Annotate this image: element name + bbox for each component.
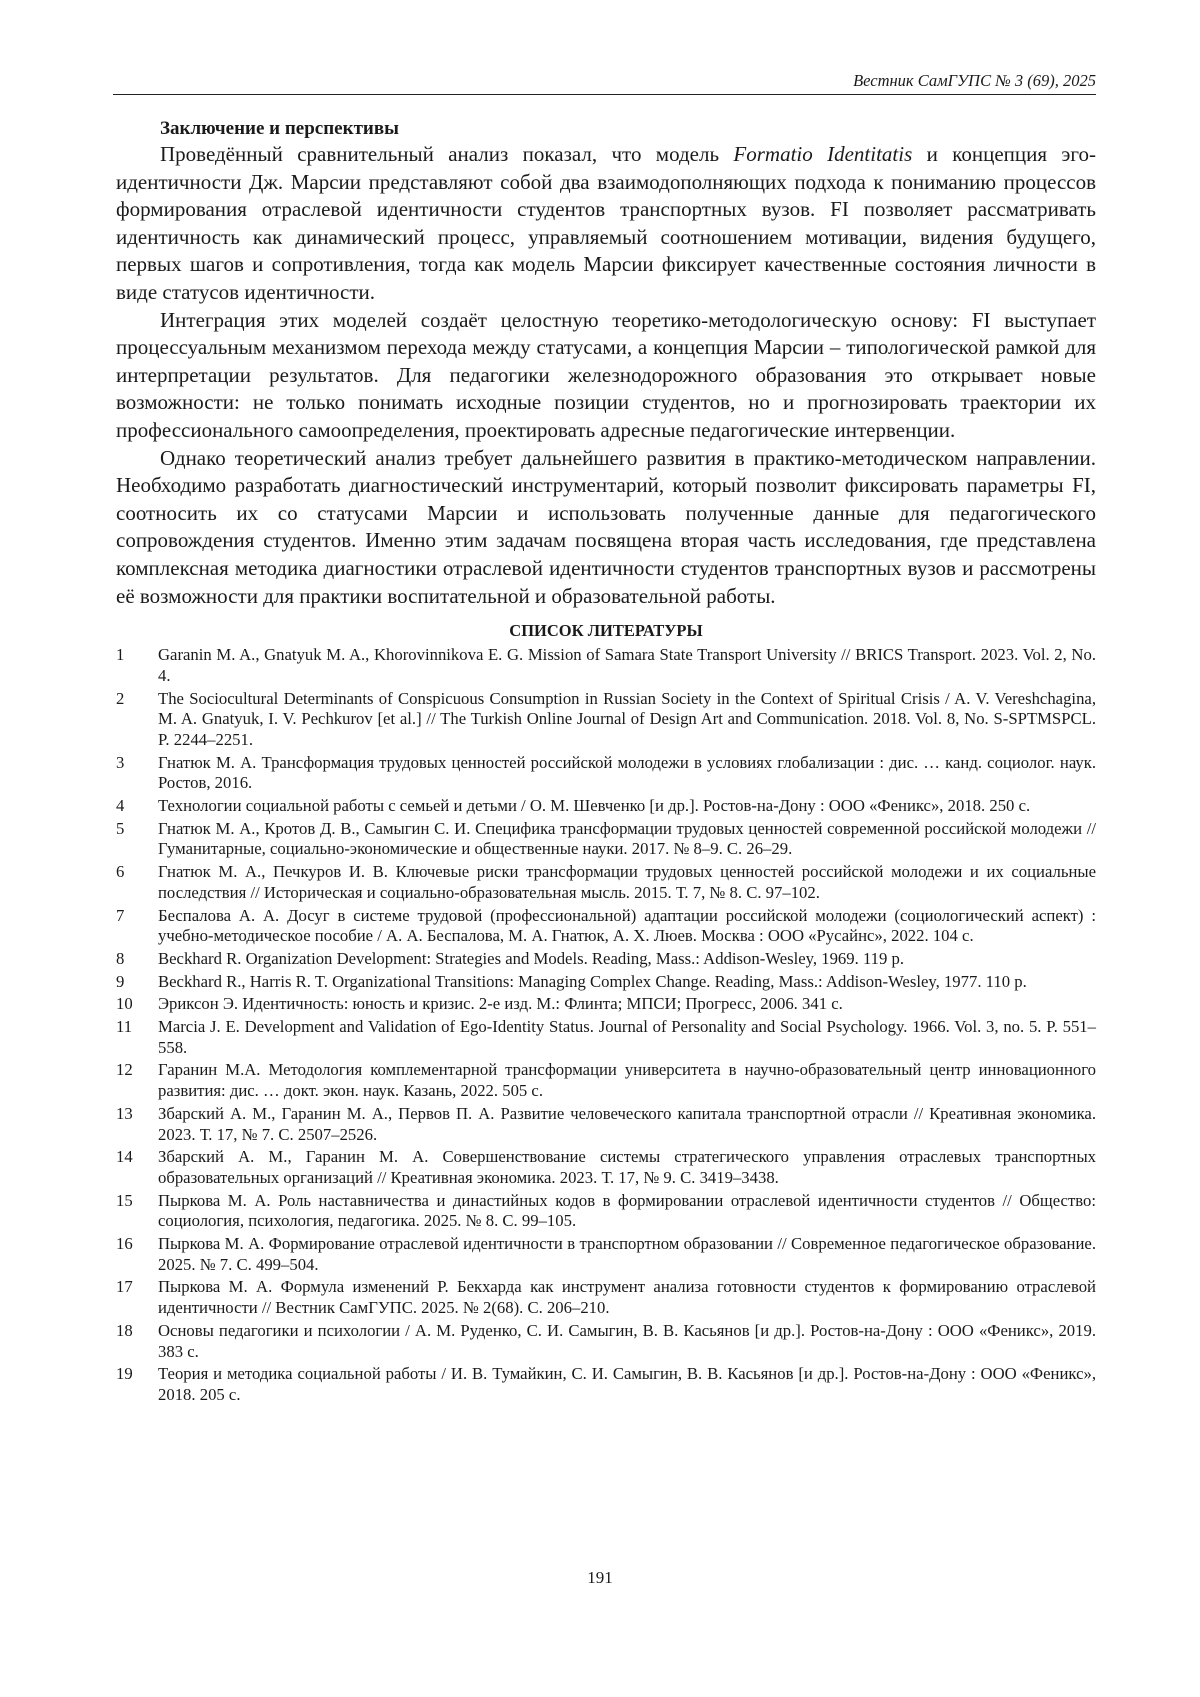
reference-number: 19 [116, 1364, 133, 1384]
reference-item [116, 1191, 1096, 1232]
reference-text: Garanin M. A., Gnatyuk M. A., Khorovinnikova E. G. Mission of Samara State Transport University // BRICS Transport. 2023. Vol. 2, No. 4. [158, 645, 1096, 685]
reference-text: Беспалова А. А. Досуг в системе трудовой (профессиональной) адаптации российской молодежи (социологический аспект) : учебно-методическое пособие / А. А. Беспалова, М. А. Гнатюк, А. Х. Люев. Москва : ООО «Русайнс», 2022. 104 с. [158, 905, 1096, 946]
reference-item [116, 906, 1096, 947]
reference-text: Эриксон Э. Идентичность: юность и кризис. 2-е изд. М.: Флинта; МПСИ; Прогресс, 2006. 341 с. [158, 994, 843, 1014]
reference-text: Beckhard R. Organization Development: Strategies and Models. Reading, Mass.: Addison-Wesley, 1969. 119 p. [158, 948, 905, 968]
reference-item [116, 1234, 1096, 1275]
reference-item [116, 972, 1096, 993]
reference-number: 14 [116, 1147, 133, 1167]
reference-item [116, 1364, 1096, 1405]
paragraph [116, 141, 1096, 307]
reference-number: 10 [116, 994, 133, 1014]
reference-text: Гнатюк М. А., Печкуров И. В. Ключевые риски трансформации трудовых ценностей российской молодежи и их социальные последствия // Историческая и социально-образовательная мысль. 2015. Т. 7, № 8. С. 97–102. [158, 862, 1096, 902]
model-name-italic: Formatio Identitatis [733, 142, 913, 166]
reference-item [116, 689, 1096, 751]
reference-number: 6 [116, 862, 125, 882]
reference-item [116, 1277, 1096, 1318]
reference-item [116, 1147, 1096, 1188]
references-list [116, 645, 1096, 1406]
reference-number: 2 [116, 688, 125, 708]
reference-number: 17 [116, 1277, 133, 1297]
reference-number: 11 [116, 1017, 133, 1037]
article-body [116, 116, 1096, 1408]
running-header: Вестник СамГУПС № 3 (69), 2025 [113, 70, 1096, 95]
reference-text: Гнатюк М. А. Трансформация трудовых ценностей российской молодежи в условиях глобализации : дис. … канд. социолог. наук. Ростов, 2016. [158, 752, 1096, 793]
references-heading: СПИСОК ЛИТЕРАТУРЫ [509, 621, 703, 641]
reference-text: Пыркова М. А. Формула изменений Р. Бекхарда как инструмент анализа готовности студентов к формированию отраслевой идентичности // Вестник СамГУПС. 2025. № 2(68). С. 206–210. [158, 1277, 1096, 1318]
reference-text: Технологии социальной работы с семьей и детьми / О. М. Шевченко [и др.]. Ростов-на-Дону : ООО «Феникс», 2018. 250 с. [158, 796, 1031, 816]
reference-text: Пыркова М. А. Роль наставничества и династийных кодов в формировании отраслевой идентичности студентов // Общество: социология, психология, педагогика. 2025. № 8. С. 99–105. [158, 1190, 1096, 1231]
reference-number: 8 [116, 948, 125, 968]
paragraph: Однако теоретический анализ требует дальнейшего развития в практико-методическом направлении. Необходимо разработать диагностический инструментарий, который позволит фиксировать параметры FI, соотносить их со статусами Марсии и использовать полученные данные для педагогического сопровождения студентов. Именно этим задачам посвящена вторая часть исследования, где представлена комплексная методика диагностики отраслевой идентичности студентов транспортных вузов и рассмотрены её возможности для практики воспитательной и образовательной работы. [116, 445, 1096, 608]
reference-number: 1 [116, 645, 125, 665]
reference-item [116, 753, 1096, 794]
reference-text: Теория и методика социальной работы / И. В. Тумайкин, С. И. Самыгин, В. В. Касьянов [и др.]. Ростов-на-Дону : ООО «Феникс», 2018. 205 с. [158, 1364, 1096, 1404]
reference-number: 5 [116, 818, 125, 838]
reference-item [116, 949, 1096, 970]
reference-text: Основы педагогики и психологии / А. М. Руденко, С. И. Самыгин, В. В. Касьянов [и др.]. Ростов-на-Дону : ООО «Феникс», 2019. 383 с. [158, 1320, 1096, 1361]
reference-text: Beckhard R., Harris R. T. Organizational Transitions: Managing Complex Change. Reading, Mass.: Addison-Wesley, 1977. 110 p. [158, 971, 1027, 991]
section-title: Заключение и перспективы [160, 118, 399, 139]
reference-item [116, 645, 1096, 686]
reference-item [116, 819, 1096, 860]
reference-number: 4 [116, 796, 125, 816]
reference-number: 15 [116, 1190, 133, 1210]
reference-item [116, 1060, 1096, 1101]
reference-item [116, 796, 1096, 817]
reference-text: Гаранин М.А. Методология комплементарной трансформации университета в научно-образовательный центр инновационного развития: дис. … докт. экон. наук. Казань, 2022. 505 с. [158, 1060, 1096, 1101]
reference-text: Збарский А. М., Гаранин М. А. Совершенствование системы стратегического управления отраслевых транспортных образовательных организаций // Креативная экономика. 2023. Т. 17, № 9. С. 3419–3438. [158, 1147, 1096, 1187]
reference-text: Marcia J. E. Development and Validation of Ego-Identity Status. Journal of Personality and Social Psychology. 1966. Vol. 3, no. 5. P. 551–558. [158, 1017, 1096, 1057]
reference-item [116, 862, 1096, 903]
paragraph-text: Проведённый сравнительный анализ показал, что модель [160, 142, 734, 166]
reference-number: 3 [116, 752, 125, 772]
reference-text: Гнатюк М. А., Кротов Д. В., Самыгин С. И. Специфика трансформации трудовых ценностей современной российской молодежи // Гуманитарные, социально-экономические и общественные науки. 2017. № 8–9. С. 26–29. [158, 818, 1096, 859]
reference-text: The Sociocultural Determinants of Conspicuous Consumption in Russian Society in the Context of Spiritual Crisis / A. V. Vereshchagina, M. A. Gnatyuk, I. V. Pechkurov [et al.] // The Turkish Online Journal of Design Art and Communication. 2018. Vol. 8, No. S-SPTMSPCL. P. 2244–2251. [158, 688, 1096, 749]
paragraph-text: и концепция эго-идентичности Дж. Марсии представляют собой два взаимодополняющих подхода к пониманию процессов формирования отраслевой идентичности студентов транспортных вузов. FI позволяет рассматривать идентичность как динамический процесс, управляемый соотношением мотивации, видения будущего, первых шагов и сопротивления, тогда как модель Марсии фиксирует качественные состояния личности в виде статусов идентичности. [116, 142, 1096, 304]
reference-text: Збарский А. М., Гаранин М. А., Первов П. А. Развитие человеческого капитала транспортной отрасли // Креативная экономика. 2023. Т. 17, № 7. С. 2507–2526. [158, 1103, 1096, 1144]
reference-item [116, 1321, 1096, 1362]
reference-number: 9 [116, 971, 125, 991]
reference-number: 16 [116, 1234, 133, 1254]
paragraph: Интеграция этих моделей создаёт целостную теоретико-методологическую основу: FI выступает процессуальным механизмом перехода между статусами, а концепция Марсии – типологической рамкой для интерпретации результатов. Для педагогики железнодорожного образования это открывает новые возможности: не только понимать исходные позиции студентов, но и прогнозировать траектории их профессионального самоопределения, проектировать адресные педагогические интервенции. [116, 307, 1096, 442]
reference-item [116, 994, 1096, 1015]
reference-number: 13 [116, 1103, 133, 1123]
reference-number: 7 [116, 905, 125, 925]
reference-number: 12 [116, 1060, 133, 1080]
reference-item [116, 1017, 1096, 1058]
reference-number: 18 [116, 1320, 133, 1340]
page-number: 191 [587, 1568, 613, 1587]
reference-text: Пыркова М. А. Формирование отраслевой идентичности в транспортном образовании // Современное педагогическое образование. 2025. № 7. С. 499–504. [158, 1234, 1096, 1274]
reference-item [116, 1104, 1096, 1145]
